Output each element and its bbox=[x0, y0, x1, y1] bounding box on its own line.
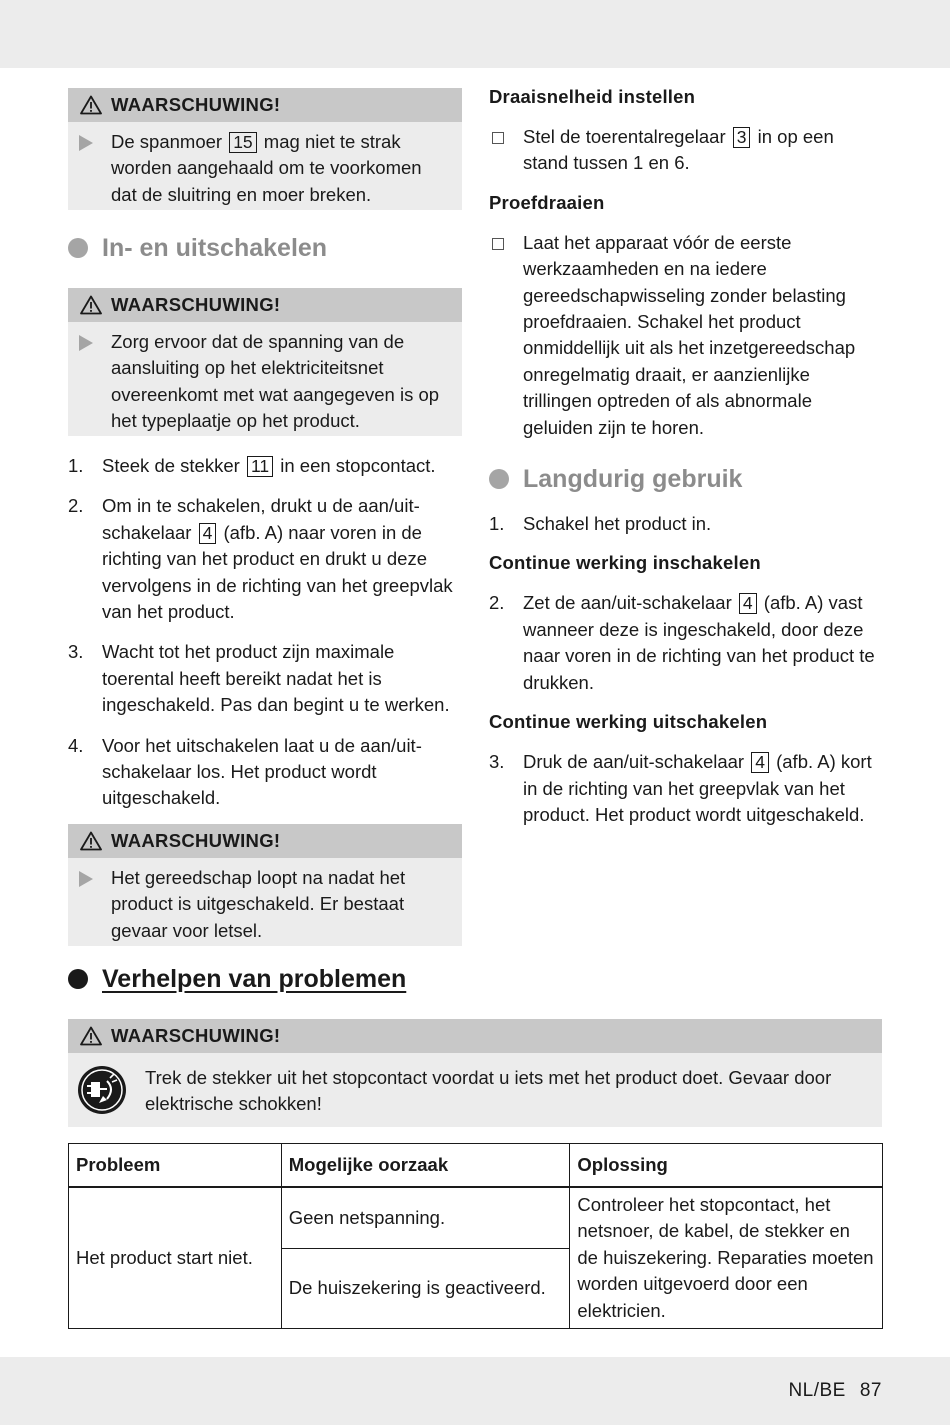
table-cell-cause: De huiszekering is geactiveerd. bbox=[281, 1248, 570, 1328]
list-item bbox=[489, 230, 883, 441]
troubleshooting-table bbox=[68, 1143, 883, 1329]
warning-text-part: De spanmoer bbox=[111, 131, 228, 152]
table-cell-solution: Controleer het stopcontact, het netsnoer, de kabel, de stekker en de huiszekering. Reparaties moeten worden uitgevoerd door een elektricien. bbox=[570, 1187, 883, 1329]
checkbox-icon bbox=[492, 238, 504, 250]
table-header-row bbox=[69, 1144, 883, 1188]
item-text: Stel de toerentalregelaar bbox=[523, 126, 731, 147]
header-band bbox=[0, 0, 950, 68]
step-number: 3. bbox=[489, 751, 505, 773]
step-number: 3. bbox=[68, 641, 84, 663]
steps-list bbox=[68, 453, 462, 812]
warning-text bbox=[68, 322, 462, 436]
warning-header bbox=[68, 288, 462, 322]
page-footer bbox=[774, 1378, 882, 1404]
list-item bbox=[68, 453, 462, 479]
table-header-oorzaak: Mogelijke oorzaak bbox=[281, 1144, 570, 1188]
right-column bbox=[489, 84, 883, 828]
list-item bbox=[489, 590, 883, 696]
subheading-continue-uitschakelen: Continue werking uitschakelen bbox=[489, 711, 768, 733]
bullet-dot-icon bbox=[489, 469, 509, 489]
step-text: Steek de stekker bbox=[102, 455, 245, 476]
step-number: 4. bbox=[68, 734, 84, 756]
section-title: Langdurig gebruik bbox=[523, 464, 743, 493]
warning-text-content: Zorg ervoor dat de spanning van de aansluiting op het elektriciteitsnet overeenkomt met wat aangegeven is op het typeplaatje op het product. bbox=[111, 331, 440, 432]
list-item bbox=[489, 749, 883, 828]
section-heading-langdurig-gebruik bbox=[489, 461, 883, 497]
table-header-probleem: Probleem bbox=[69, 1144, 282, 1188]
steps-list bbox=[489, 749, 883, 828]
warning-text-content: Het gereedschap loopt na nadat het product is uitgeschakeld. Er bestaat gevaar voor letsel. bbox=[111, 866, 406, 941]
arrow-right-icon bbox=[79, 335, 93, 351]
section-heading-verhelpen bbox=[68, 961, 406, 997]
step-text: in een stopcontact. bbox=[275, 455, 436, 476]
item-text: Laat het apparaat vóór de eerste werkzaamheden en na iedere gereedschapwisseling zonder belasting proefdraaien. Schakel het product onmiddellijk uit als het inzetgereedschap onregelmatig draait, er aanzienlijke trillingen optreden of als abnormale geluiden zijn te horen. bbox=[523, 231, 856, 438]
step-text: (afb. A) naar voren in de richting van het product en drukt u deze vervolgens in de richting van het greepvlak van het product. bbox=[102, 521, 453, 623]
warning-title: WAARSCHUWING! bbox=[111, 93, 281, 115]
warning-box-spanmoer bbox=[68, 88, 462, 210]
language-code: NL/BE bbox=[788, 1380, 846, 1401]
step-text: (afb. A) vast wanneer deze is ingeschakeld, door deze naar voren in de richting van het product te drukken. bbox=[523, 592, 875, 693]
warning-box-naloop bbox=[68, 824, 462, 946]
part-reference: 4 bbox=[751, 752, 769, 773]
steps-list bbox=[489, 590, 883, 696]
step-text: Voor het uitschakelen laat u de aan/uit-schakelaar los. Het product wordt uitgeschakeld. bbox=[102, 734, 422, 809]
subheading-proefdraaien: Proefdraaien bbox=[489, 191, 605, 213]
warning-box-spanning bbox=[68, 288, 462, 436]
warning-header bbox=[68, 824, 462, 858]
arrow-right-icon bbox=[79, 135, 93, 151]
step-number: 1. bbox=[68, 455, 84, 476]
page-number: 87 bbox=[859, 1380, 882, 1401]
step-number: 1. bbox=[489, 513, 505, 535]
section-title: In- en uitschakelen bbox=[102, 233, 328, 262]
warning-text bbox=[68, 858, 462, 946]
subheading-continue-inschakelen: Continue werking inschakelen bbox=[489, 552, 761, 574]
list-item bbox=[68, 493, 462, 625]
part-reference: 4 bbox=[199, 523, 217, 544]
bullet-dot-icon bbox=[68, 238, 88, 258]
section-title: Verhelpen van problemen bbox=[102, 964, 407, 993]
table-header-oplossing: Oplossing bbox=[570, 1144, 883, 1188]
warning-triangle-icon bbox=[80, 95, 102, 115]
unplug-before-work-icon bbox=[77, 1065, 127, 1115]
warning-text bbox=[68, 122, 462, 210]
bullet-dot-icon bbox=[68, 969, 88, 989]
list-item bbox=[489, 124, 883, 177]
warning-text bbox=[68, 1053, 882, 1127]
step-text: Schakel het product in. bbox=[523, 513, 712, 535]
warning-triangle-icon bbox=[80, 1026, 102, 1046]
warning-triangle-icon bbox=[80, 295, 102, 315]
warning-title: WAARSCHUWING! bbox=[111, 1024, 281, 1046]
step-text: Om in te schakelen, drukt u de aan/uit-schakelaar bbox=[102, 495, 420, 543]
section-heading-in-uitschakelen bbox=[68, 230, 462, 266]
subheading-draaisnelheid: Draaisnelheid instellen bbox=[489, 86, 696, 107]
left-column bbox=[68, 88, 462, 946]
list-item bbox=[68, 639, 462, 718]
step-number: 2. bbox=[489, 592, 505, 614]
item-text: in op een stand tussen 1 en 6. bbox=[523, 126, 834, 174]
warning-box-stekker bbox=[68, 1019, 882, 1127]
warning-text-content: Trek de stekker uit het stopcontact voordat u iets met het product doet. Gevaar door elektrische schokken! bbox=[145, 1067, 832, 1115]
part-reference: 3 bbox=[733, 127, 751, 148]
checkbox-icon bbox=[492, 132, 504, 144]
step-text: Wacht tot het product zijn maximale toerental heeft bereikt nadat het is ingeschakeld. Pas dan begint u te werken. bbox=[102, 641, 450, 716]
step-number: 2. bbox=[68, 495, 84, 517]
warning-header bbox=[68, 1019, 882, 1053]
step-text: (afb. A) kort in de richting van het greepvlak van het product. Het product wordt uitgeschakeld. bbox=[523, 751, 872, 825]
warning-text-part: mag niet te strak worden aangehaald om te voorkomen dat de sluitring en moer breken. bbox=[111, 131, 422, 205]
part-reference: 11 bbox=[247, 456, 273, 477]
table-cell-cause: Geen netspanning. bbox=[281, 1187, 570, 1248]
warning-header bbox=[68, 88, 462, 122]
arrow-right-icon bbox=[79, 871, 93, 887]
table-cell-problem: Het product start niet. bbox=[69, 1187, 282, 1329]
list-item bbox=[489, 511, 883, 537]
warning-title: WAARSCHUWING! bbox=[111, 829, 281, 851]
part-reference: 4 bbox=[739, 593, 757, 614]
steps-list bbox=[489, 511, 883, 537]
warning-triangle-icon bbox=[80, 831, 102, 851]
step-text: Druk de aan/uit-schakelaar bbox=[523, 751, 750, 773]
table-row bbox=[69, 1187, 883, 1248]
list-item bbox=[68, 733, 462, 812]
part-reference: 15 bbox=[229, 132, 256, 153]
step-text: Zet de aan/uit-schakelaar bbox=[523, 592, 737, 614]
warning-title: WAARSCHUWING! bbox=[111, 293, 281, 315]
